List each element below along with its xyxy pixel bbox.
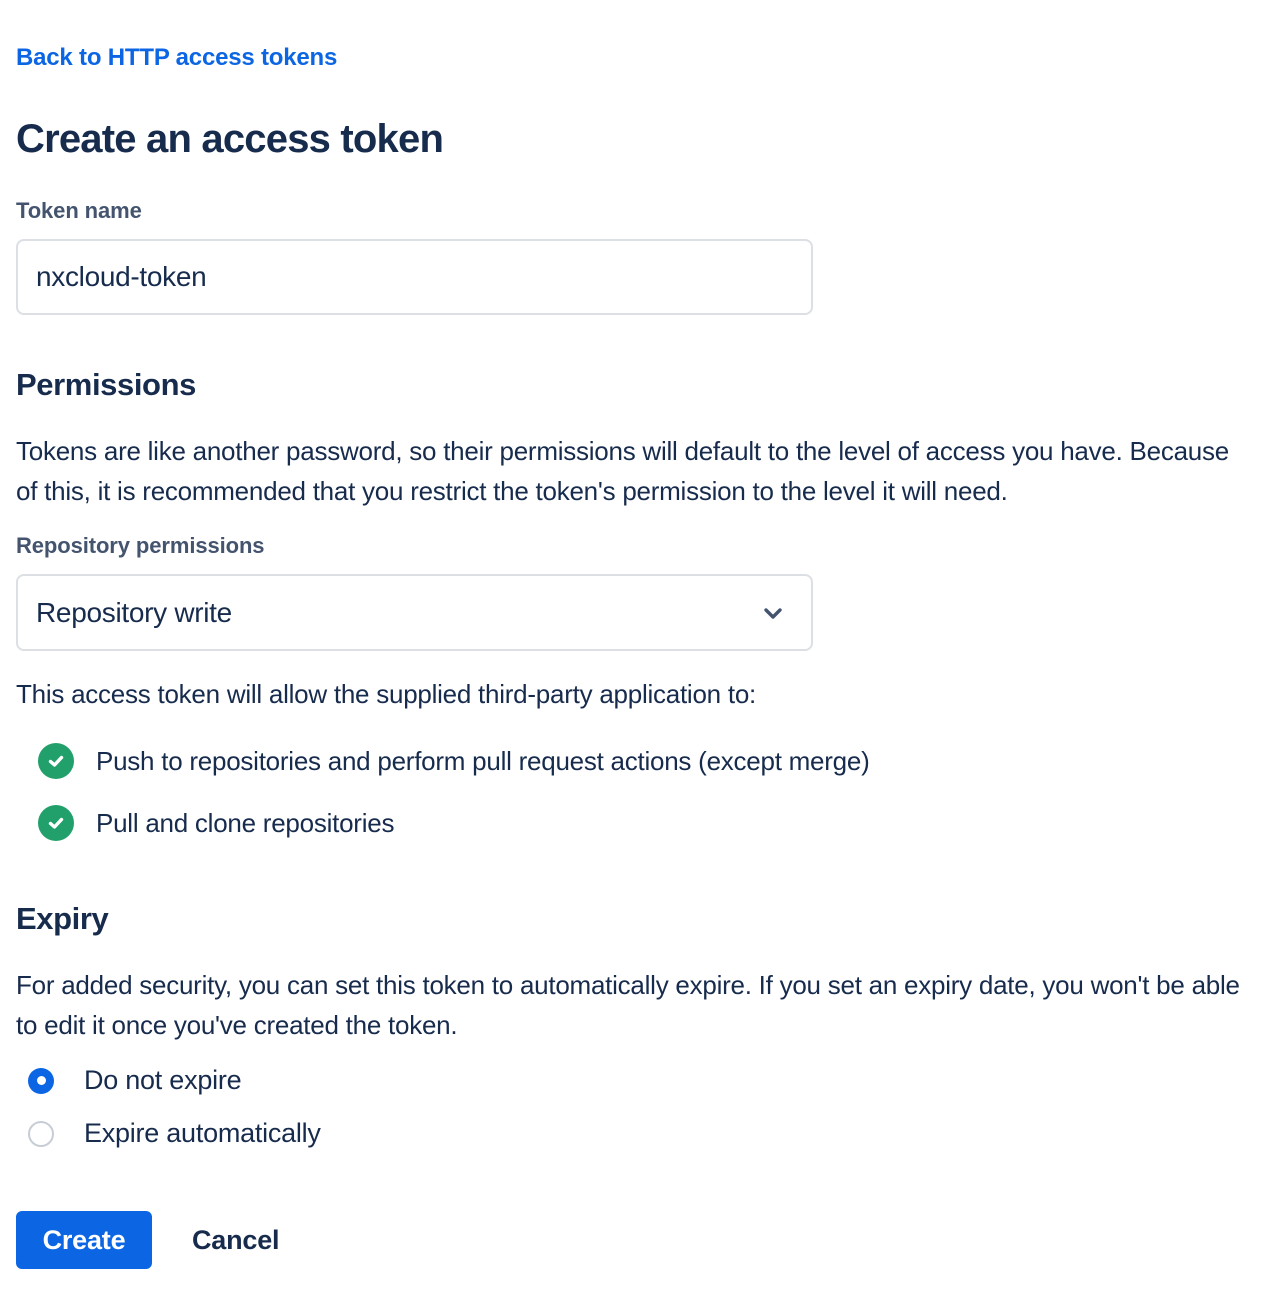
cancel-button[interactable]: Cancel: [168, 1211, 303, 1269]
repository-permissions-label: Repository permissions: [16, 533, 265, 558]
permissions-heading: Permissions: [16, 367, 196, 402]
token-name-label: Token name: [16, 198, 142, 223]
radio-option-expire-automatically[interactable]: [16, 1118, 1258, 1149]
check-circle-icon: [38, 743, 74, 779]
permissions-description: Tokens are like another password, so their permissions will default to the level of access you have. Because of this, it is recommended that you restrict the token's permission to the level it will need.: [16, 436, 1229, 506]
radio-label: Do not expire: [84, 1065, 242, 1095]
list-item: [16, 805, 1258, 841]
expiry-heading: Expiry: [16, 901, 109, 936]
radio-label: Expire automatically: [84, 1118, 321, 1148]
form-actions: [16, 1211, 1258, 1269]
page-title: Create an access token: [16, 117, 444, 161]
repository-permissions-select[interactable]: [16, 574, 813, 651]
back-to-http-access-tokens-link[interactable]: Back to HTTP access tokens: [16, 44, 338, 71]
capability-text: Push to repositories and perform pull request actions (except merge): [96, 745, 870, 776]
capability-text: Pull and clone repositories: [96, 807, 395, 838]
capability-list: [16, 743, 1258, 841]
token-name-input[interactable]: [16, 239, 813, 315]
radio-button-icon[interactable]: [28, 1121, 54, 1147]
radio-button-icon[interactable]: [28, 1068, 54, 1094]
radio-option-do-not-expire[interactable]: [16, 1065, 1258, 1096]
create-button[interactable]: Create: [16, 1211, 152, 1269]
list-item: [16, 743, 1258, 779]
token-allow-intro: This access token will allow the supplied third-party application to:: [16, 679, 757, 709]
repository-permissions-selected-value: Repository write: [36, 596, 232, 628]
expiry-description: For added security, you can set this token to automatically expire. If you set an expiry date, you won't be able to edit it once you've created the token.: [16, 970, 1240, 1040]
chevron-down-icon: [761, 601, 785, 625]
check-circle-icon: [38, 805, 74, 841]
expiry-radio-group: [16, 1065, 1258, 1149]
